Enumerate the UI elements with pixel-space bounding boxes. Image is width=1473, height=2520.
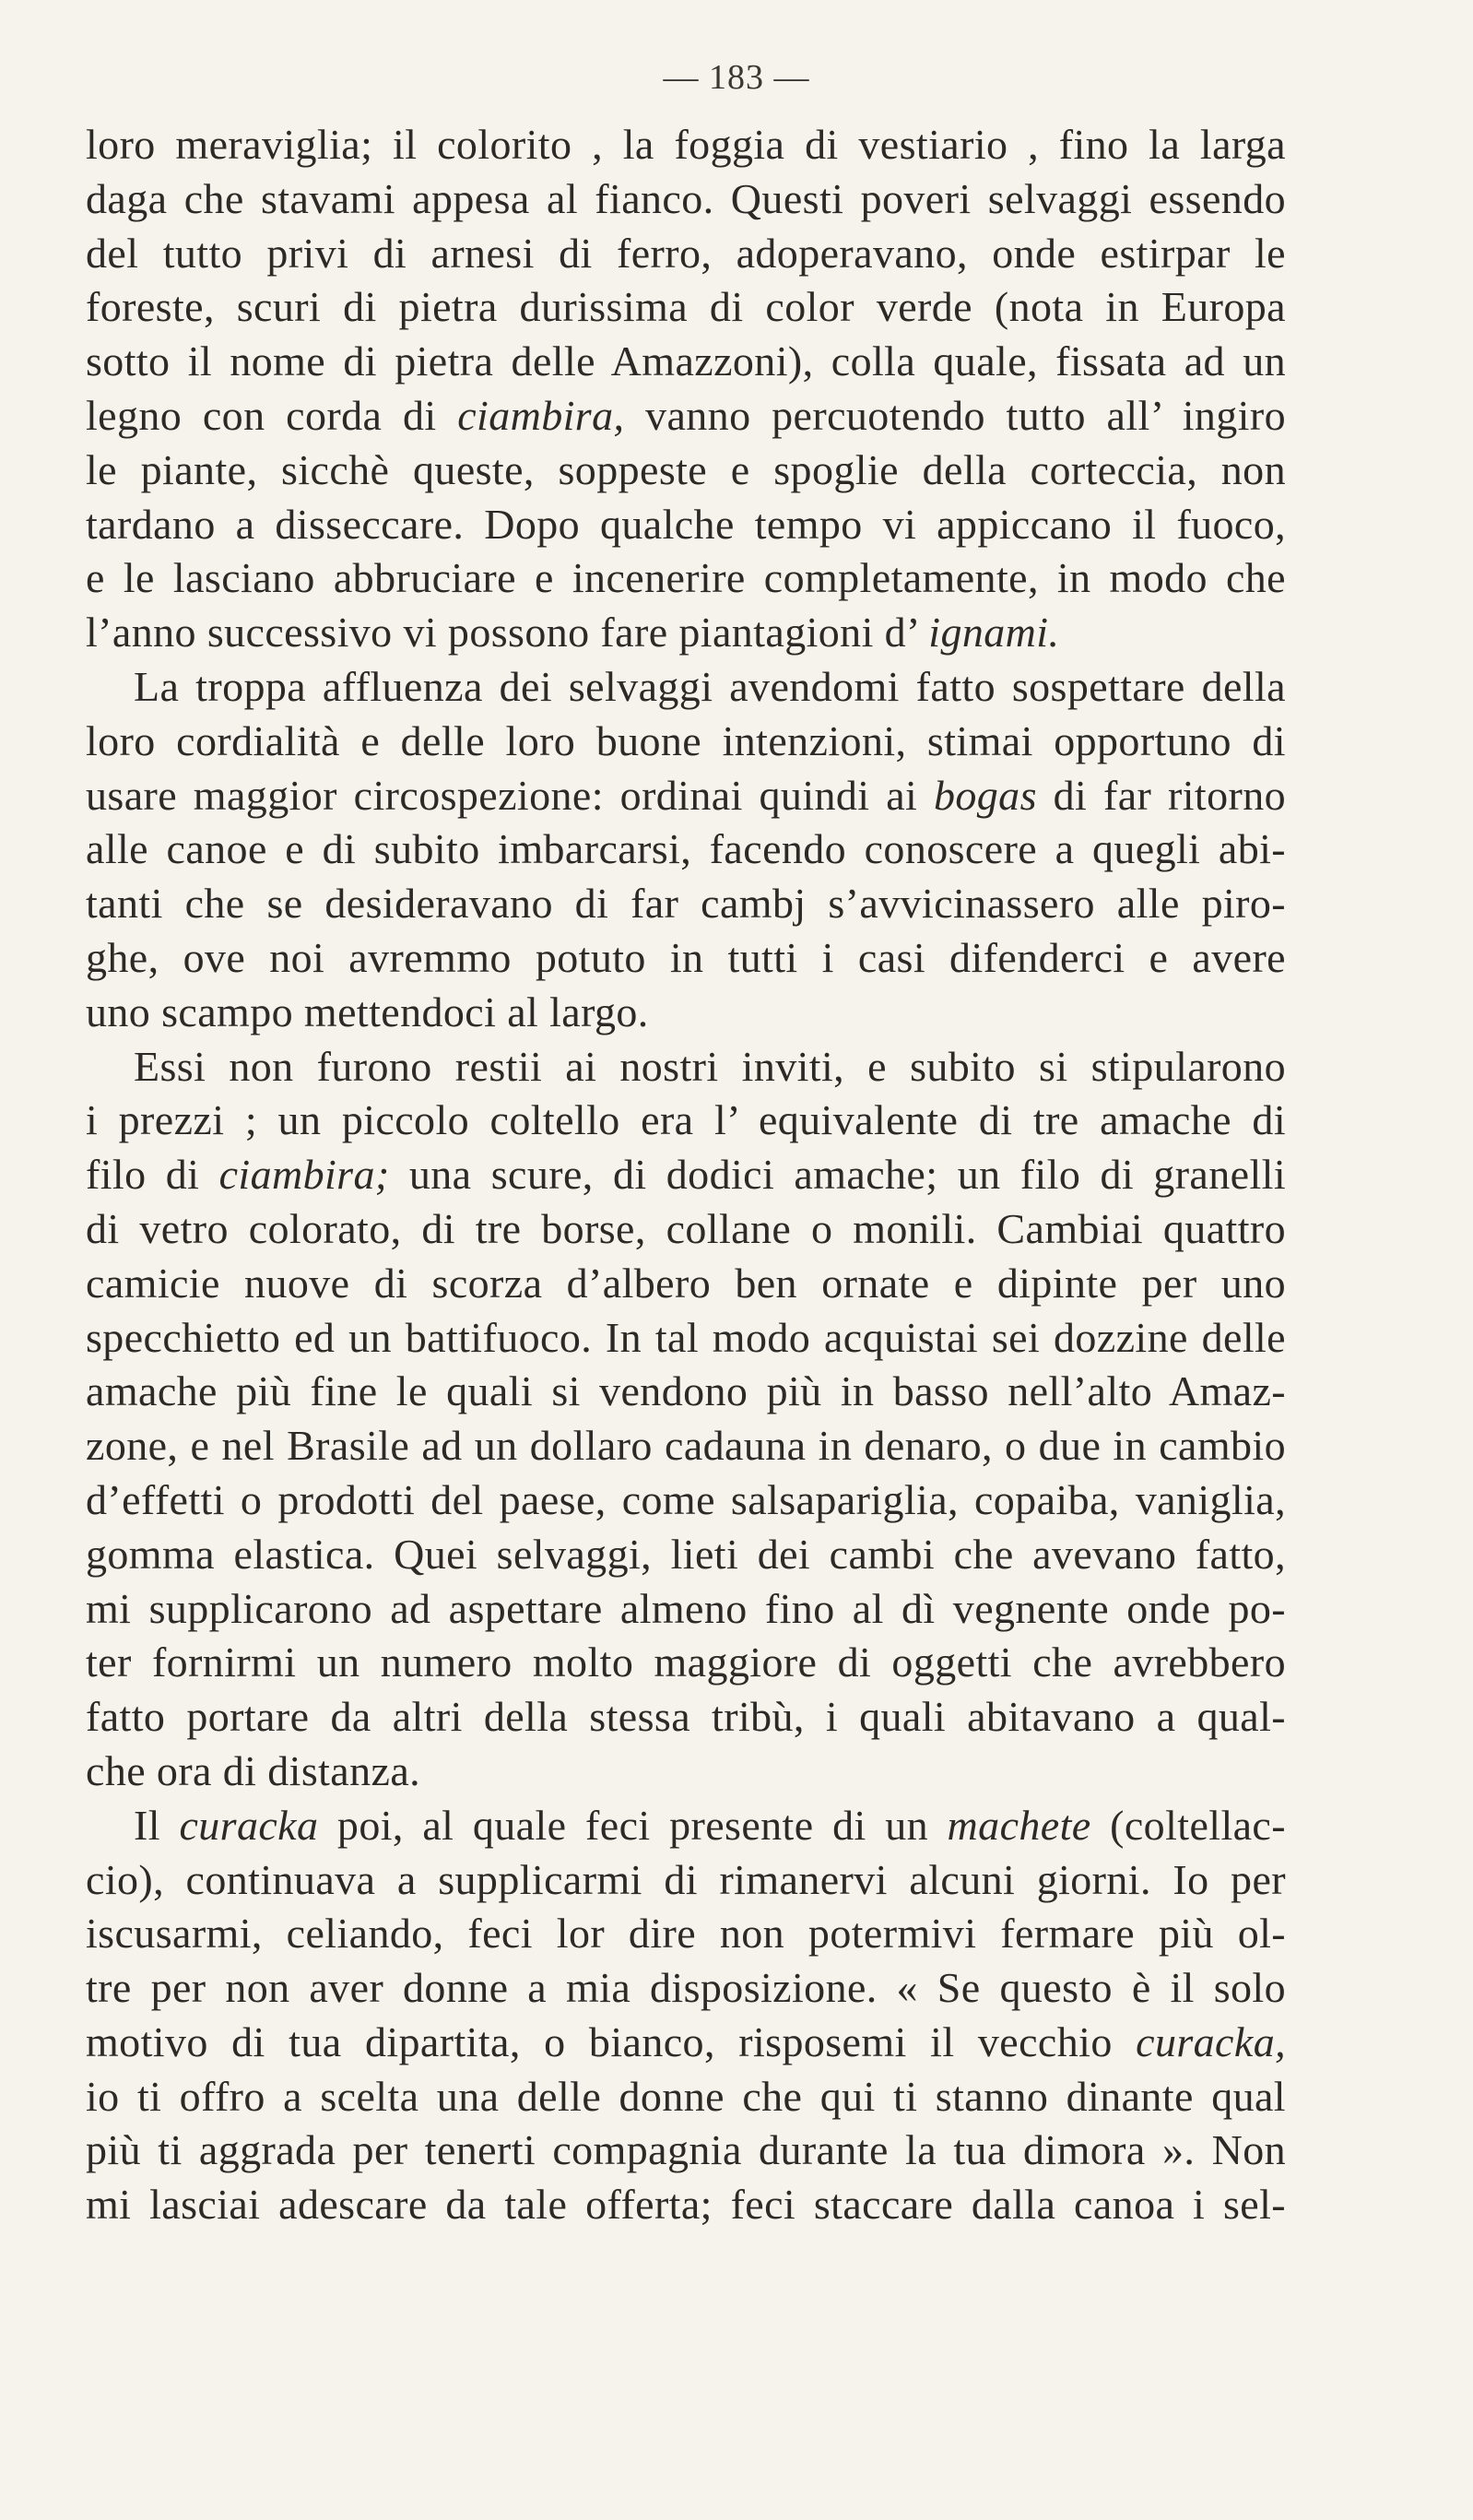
text-segment: cio), continuava a supplicarmi di rimanervi alcuni giorni. Io per [86,1855,1286,1903]
text-segment: che ora di distanza. [86,1746,421,1794]
text-line [86,1202,1286,1257]
text-line [86,931,1286,986]
text-segment: di vetro colorato, di tre borse, collane o monili. Cambiai quattro [86,1204,1286,1252]
text-line [86,1907,1286,1961]
italic-text: machete [947,1801,1091,1849]
text-line [86,1799,1286,1853]
text-segment: e le lasciano abbruciare e incenerire completamente, in modo che [86,554,1286,602]
text-line [86,660,1286,715]
text-line [86,769,1286,823]
text-segment: d’effetti o prodotti del paese, come salsapariglia, copaiba, vaniglia, [86,1475,1286,1523]
text-line [86,606,1286,660]
text-line [86,1853,1286,1908]
text-line [86,1257,1286,1311]
text-segment: ghe, ove noi avremmo potuto in tutti i casi difenderci e avere [86,933,1286,981]
text-line [86,1473,1286,1528]
text-line [86,1419,1286,1473]
text-line [86,1365,1286,1419]
text-line [86,2070,1286,2124]
text-segment: filo di [86,1151,219,1199]
text-segment: ter fornirmi un numero molto maggiore di oggetti che avrebbero [86,1639,1286,1686]
text-line [86,715,1286,769]
text-line [86,822,1286,877]
text-segment: del tutto privi di arnesi di ferro, adoperavano, onde estirpar le [86,229,1286,277]
text-line [86,986,1286,1040]
italic-text: curacka, [1136,2017,1286,2065]
text-segment: gomma elastica. Quei selvaggi, lieti dei cambi che avevano fatto, [86,1530,1286,1578]
text-segment: amache più fine le quali si vendono più in basso nell’alto Amaz- [86,1367,1286,1415]
text-segment: tanti che se desideravano di far cambj s’avvicinassero alle piro- [86,880,1286,928]
text-segment: daga che stavami appesa al fianco. Questi poveri selvaggi essendo [86,174,1286,222]
text-segment: fatto portare da altri della stessa tribù, i quali abitavano a qual- [86,1693,1286,1741]
text-line [86,1094,1286,1148]
text-segment: iscusarmi, celiando, feci lor dire non potermivi fermare più ol- [86,1910,1286,1958]
text-segment: poi, al quale feci presente di un [318,1801,948,1849]
text-segment: Essi non furono restii ai nostri inviti, e subito si stipularono [134,1042,1286,1090]
text-segment: specchietto ed un battifuoco. In tal modo acquistai sei dozzine delle [86,1313,1286,1361]
text-line [86,172,1286,227]
body-text [86,118,1286,2232]
text-line [86,280,1286,335]
text-line [86,1040,1286,1094]
text-segment: foreste, scuri di pietra durissima di color verde (nota in Europa [86,283,1286,331]
text-line [86,118,1286,172]
text-line [86,1311,1286,1366]
text-segment: alle canoe e di subito imbarcarsi, facendo conoscere a quegli abi- [86,825,1286,873]
text-segment: zone, e nel Brasile ad un dollaro cadauna in denaro, o due in cambio [86,1422,1286,1470]
text-segment: uno scampo mettendoci al largo. [86,988,649,1035]
text-segment: mi lasciai adescare da tale offerta; feci staccare dalla canoa i sel- [86,2181,1286,2229]
text-segment: tardano a disseccare. Dopo qualche tempo vi appiccano il fuoco, [86,500,1286,548]
text-segment: vanno percuotendo tutto all’ ingiro [624,391,1286,439]
text-line [86,1636,1286,1690]
text-line [86,1528,1286,1582]
text-segment: usare maggior circospezione: ordinai quindi ai [86,771,934,819]
page-number: — 183 — [663,58,810,97]
text-segment: più ti aggrada per tenerti compagnia durante la tua dimora ». Non [86,2126,1286,2174]
text-segment: camicie nuove di scorza d’albero ben ornate e dipinte per uno [86,1259,1286,1307]
text-segment: loro cordialità e delle loro buone intenzioni, stimai opportuno di [86,716,1286,764]
text-line [86,389,1286,444]
text-segment: legno con corda di [86,391,458,439]
text-segment: i prezzi ; un piccolo coltello era l’ equivalente di tre amache di [86,1096,1286,1144]
text-segment: La troppa affluenza dei selvaggi avendomi fatto sospettare della [134,662,1286,710]
italic-text: curacka [179,1801,319,1849]
text-line [86,1148,1286,1202]
text-segment: l’anno successivo vi possono fare piantagioni d’ [86,609,929,657]
italic-text: ciambira, [457,391,625,439]
text-segment: una scure, di dodici amache; un filo di granelli [389,1151,1287,1199]
text-segment: loro meraviglia; il colorito , la foggia di vestiario , fino la larga [86,121,1286,168]
text-segment: sotto il nome di pietra delle Amazzoni), colla quale, fissata ad un [86,337,1286,385]
text-line [86,2016,1286,2070]
text-segment: (coltellac- [1090,1801,1286,1849]
text-segment: mi supplicarono ad aspettare almeno fino al dì vegnente onde po- [86,1584,1286,1632]
text-line [86,877,1286,931]
text-segment: Il [134,1801,180,1849]
italic-text: ciambira; [218,1151,390,1199]
text-line [86,227,1286,281]
text-segment: io ti offro a scelta una delle donne che qui ti stanno dinante qual [86,2072,1286,2120]
text-line [86,2124,1286,2178]
text-line [86,2178,1286,2232]
text-segment: di far ritorno [1036,771,1286,819]
italic-text: bogas [933,771,1037,819]
italic-text: ignami. [928,609,1060,657]
text-line [86,1961,1286,2016]
text-segment: tre per non aver donne a mia disposizione. « Se questo è il solo [86,1964,1286,2012]
text-line [86,444,1286,498]
text-segment: motivo di tua dipartita, o bianco, risposemi il vecchio [86,2017,1137,2065]
text-line [86,1582,1286,1637]
text-line [86,498,1286,552]
text-line [86,335,1286,389]
text-line [86,1745,1286,1799]
text-segment: le piante, sicchè queste, soppeste e spoglie della corteccia, non [86,445,1286,493]
text-line [86,1690,1286,1745]
text-line [86,551,1286,606]
